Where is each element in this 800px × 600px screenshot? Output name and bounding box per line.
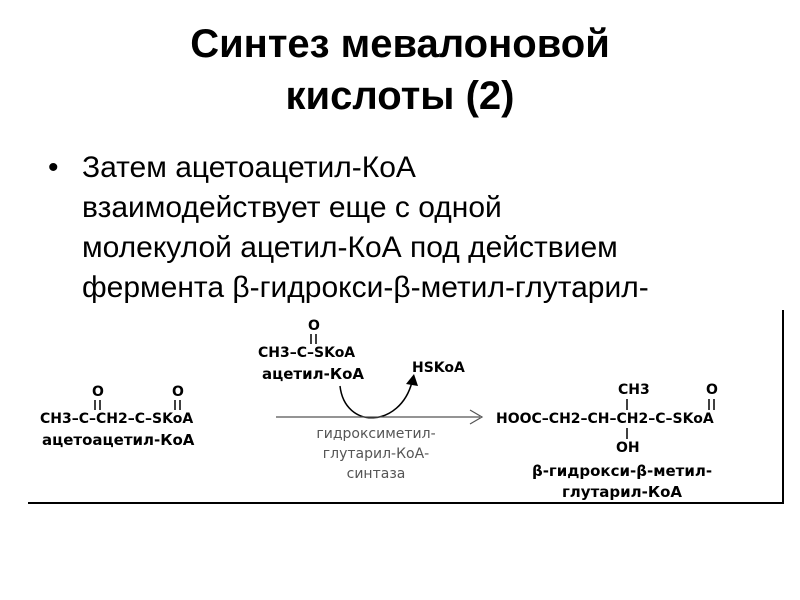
bullet-dot: • bbox=[48, 151, 59, 184]
reaction-scheme bbox=[0, 300, 800, 600]
acetyl-coa-structure bbox=[258, 318, 364, 383]
cofactor-curved-arrow bbox=[340, 382, 412, 418]
title-line-2: кислоты (2) bbox=[285, 74, 515, 118]
enzyme-line-2: глутарил-КоА- bbox=[322, 446, 430, 462]
product-name-line-2: глутарил-КоА bbox=[561, 483, 683, 501]
slide-title bbox=[0, 18, 800, 122]
enzyme-line-1: гидроксиметил- bbox=[316, 426, 436, 442]
acetoacetyl-formula: CH3–C–CH2–C–SKoA bbox=[40, 411, 194, 427]
bullet-text bbox=[82, 148, 649, 308]
acetyl-formula: CH3–C–SKoA bbox=[258, 345, 356, 361]
product-hydroxyl-group: OH bbox=[616, 440, 640, 456]
bullet-line-1: Затем ацетоацетил-КоА bbox=[82, 151, 416, 184]
hmg-coa-structure bbox=[496, 382, 718, 501]
enzyme-line-3: синтаза bbox=[346, 466, 406, 482]
bullet-line-2: взаимодействует еще с одной bbox=[82, 191, 502, 224]
product-formula: HOOC–CH2–CH–CH2–C–SKoA bbox=[496, 411, 714, 427]
acetoacetyl-name: ацетоацетил-КоА bbox=[42, 431, 195, 449]
acetoacetyl-coa-structure bbox=[40, 384, 195, 449]
product-methyl-group: CH3 bbox=[618, 382, 650, 398]
bullet-line-4: фермента β-гидрокси-β-метил-глутарил- bbox=[82, 271, 649, 304]
product-name-line-1: β-гидрокси-β-метил- bbox=[531, 462, 713, 480]
reaction-arrow bbox=[276, 410, 482, 424]
acetoacetyl-oxygen-2: O bbox=[172, 384, 184, 400]
hskoa-label: HSKoA bbox=[412, 360, 465, 376]
bullet-line-3: молекулой ацетил-КоА под действием bbox=[82, 231, 618, 264]
acetyl-name: ацетил-КоА bbox=[262, 365, 365, 383]
product-oxygen: O bbox=[706, 382, 718, 398]
acetyl-oxygen: O bbox=[308, 318, 320, 334]
acetoacetyl-oxygen-1: O bbox=[92, 384, 104, 400]
title-line-1: Синтез мевалоновой bbox=[190, 22, 610, 66]
